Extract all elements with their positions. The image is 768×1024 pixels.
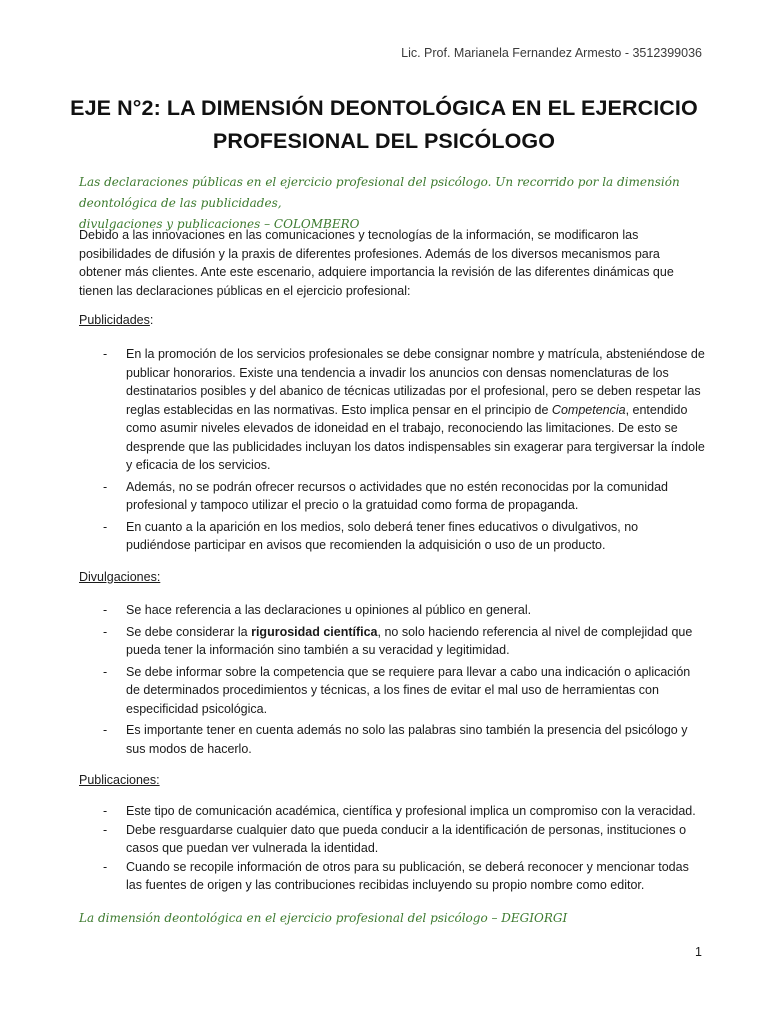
title-line-1: EJE N°2: LA DIMENSIÓN DEONTOLÓGICA EN EL EJERCICIO (70, 96, 698, 120)
list-item (79, 478, 705, 515)
list-item-emphasis: Competencia (551, 402, 626, 417)
publicidades-heading-colon: : (149, 313, 154, 327)
list-item (79, 345, 705, 475)
section-subtitle-bottom: La dimensión deontológica en el ejercicio profesional del psicólogo – DEGIORGI (79, 911, 568, 925)
divulgaciones-list (79, 601, 705, 761)
list-item-strong: rigurosidad científica (251, 624, 378, 639)
list-item (79, 623, 705, 660)
list-item-text: Debe resguardarse cualquier dato que pueda conducir a la identificación de personas, instituciones o casos que puedan ver vulnerada la identidad. (126, 822, 687, 855)
divulgaciones-heading: Divulgaciones: (79, 570, 161, 584)
publicidades-list (79, 345, 705, 558)
list-item (79, 858, 705, 895)
list-item (79, 721, 705, 758)
list-item-text: , entendido como asumir niveles elevados de idoneidad en el trabajo, reconociendo las limitaciones. De esto se desprende que las publicidades incluyan los datos indispensables sin exagerar para tergiversar la índole y eficacia de los servicios. (126, 402, 705, 472)
bullet-dash: - (103, 624, 108, 639)
bullet-dash: - (103, 822, 108, 837)
list-item-text: Es importante tener en cuenta además no solo las palabras sino también la presencia del psicólogo y sus modos de hacerlo. (126, 723, 688, 756)
bullet-dash: - (103, 603, 108, 617)
list-item-text: Se debe considerar la (126, 624, 252, 639)
list-item (79, 821, 705, 858)
document-title (70, 92, 698, 158)
list-item-text: En la promoción de los servicios profesionales se debe consignar nombre y matrícula, absteniéndose de publicar honorarios. Existe una tendencia a invadir los anuncios con densas nomenclaturas de los destinatarios posibles y del abanico de técnicas utilizadas por el profesional, pero se deben respetar las reglas establecidas en las normativas. Esto implica pensar en el principio de (126, 347, 705, 417)
bullet-dash: - (103, 859, 108, 874)
list-item-text: Además, no se podrán ofrecer recursos o actividades que no estén reconocidas por la comunidad profesional y tampoco utilizar el precio o la gratuidad como forma de propaganda. (126, 479, 668, 512)
publicidades-heading: Publicidades (79, 313, 150, 327)
bullet-dash: - (103, 804, 108, 818)
bullet-dash: - (103, 519, 108, 534)
bullet-dash: - (103, 479, 108, 494)
list-item-text: Este tipo de comunicación académica, científica y profesional implica un compromiso con la veracidad. (126, 804, 696, 818)
intro-paragraph: Debido a las innovaciones en las comunicaciones y tecnologías de la información, se modificaron las posibilidades de difusión y la praxis de diferentes profesiones. Además de los diversos mecanismos para obtener más clientes. Ante este escenario, adquiere importancia la revisión de las diferentes dinámicas que tienen las declaraciones públicas en el ejercicio profesional: (79, 228, 674, 298)
list-item (79, 518, 705, 555)
publicaciones-heading: Publicaciones: (79, 773, 160, 787)
publicaciones-list (79, 802, 705, 895)
list-item (79, 802, 705, 821)
title-line-2: PROFESIONAL DEL PSICÓLOGO (212, 129, 556, 153)
bullet-dash: - (103, 347, 108, 361)
list-item-text: Cuando se recopile información de otros para su publicación, se deberá reconocer y mencionar todas las fuentes de origen y las contribuciones recibidas incluyendo su propio nombre como editor. (126, 859, 689, 892)
publicidades-heading-wrap (79, 313, 153, 327)
page-number: 1 (695, 945, 702, 959)
list-item-text: Se debe informar sobre la competencia que se requiere para llevar a cabo una indicación o aplicación de determinados procedimientos y técnicas, a los fines de evitar el mal uso de herramientas con especificidad psicológica. (126, 664, 691, 716)
subtitle-line-1: Las declaraciones públicas en el ejercicio profesional del psicólogo. Un recorrido por la dimensión deontológica de las publicidades, (79, 175, 680, 210)
subtitle-line-2: divulgaciones y publicaciones – COLOMBERO (79, 217, 360, 231)
list-item-text: Se hace referencia a las declaraciones u opiniones al público en general. (126, 603, 532, 617)
page-header: Lic. Prof. Marianela Fernandez Armesto - 3512399036 (401, 46, 702, 60)
list-item (79, 663, 705, 719)
list-item-text: En cuanto a la aparición en los medios, solo deberá tener fines educativos o divulgativos, no pudiéndose participar en avisos que recomienden la adquisición o uso de un producto. (126, 519, 639, 552)
list-item (79, 601, 705, 620)
list-item-text: , no solo haciendo referencia al nivel de complejidad que pueda tener la información sino también a su veracidad y legitimidad. (126, 624, 693, 657)
bullet-dash: - (103, 723, 108, 737)
bullet-dash: - (103, 664, 108, 679)
